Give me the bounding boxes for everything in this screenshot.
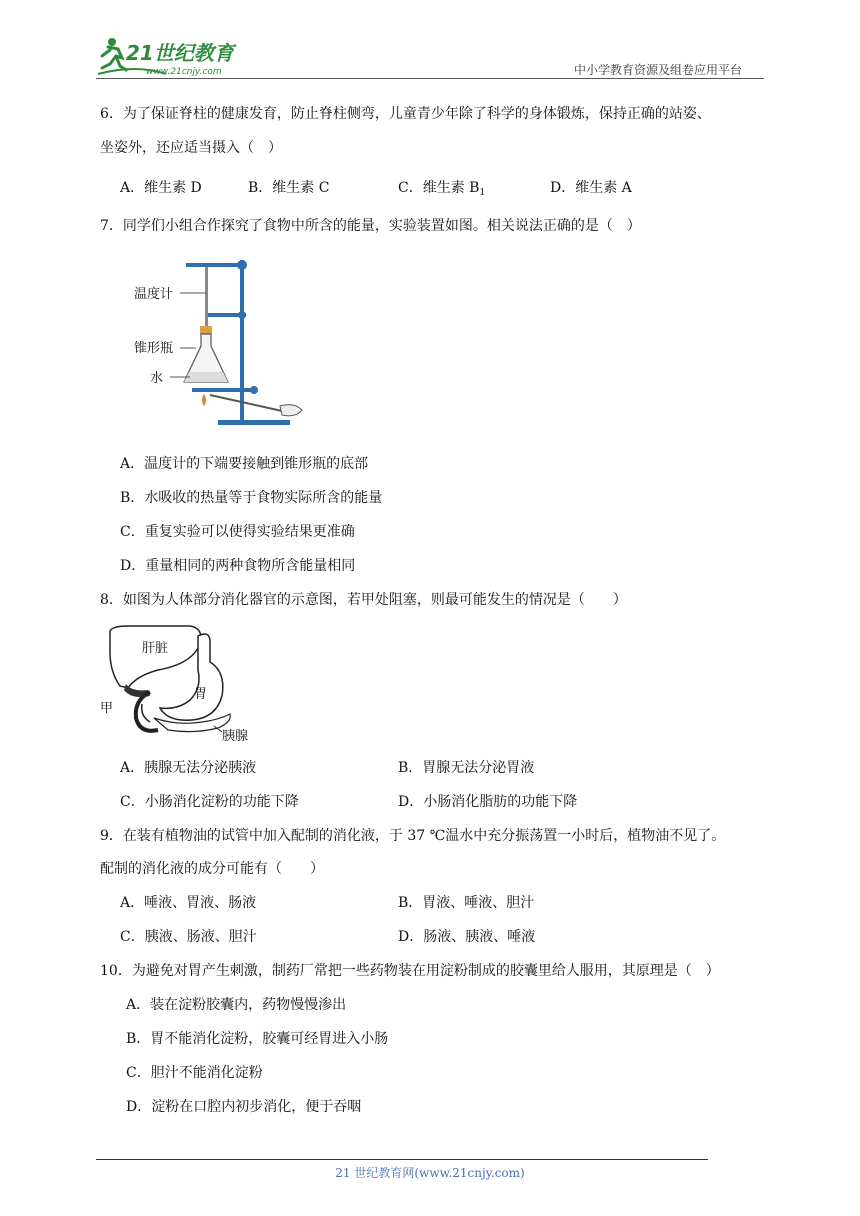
- q10-option-d: D．淀粉在口腔内初步消化，便于吞咽: [126, 1099, 362, 1115]
- q10-option-c: C．胆汁不能消化淀粉: [126, 1065, 263, 1081]
- q6-option-b: B．维生素 C: [248, 180, 330, 196]
- label-stomach: 胃: [194, 687, 208, 702]
- q9-option-d: D．肠液、胰液、唾液: [398, 929, 536, 945]
- label-pancreas: 胰腺: [222, 729, 249, 744]
- logo-url: www.21cnjy.com: [146, 67, 222, 77]
- q9-stem-line2: 配制的消化液的成分可能有（ ）: [100, 861, 324, 877]
- label-thermometer: 温度计: [134, 287, 174, 302]
- label-water: 水: [150, 371, 164, 386]
- q8-option-c: C．小肠消化淀粉的功能下降: [120, 794, 299, 810]
- q10-option-a: A．装在淀粉胶囊内，药物慢慢渗出: [126, 997, 347, 1013]
- q9-stem-line1: 9．在装有植物油的试管中加入配制的消化液，于 37 ℃温水中充分振荡置一小时后，植物油不见了。: [100, 828, 726, 844]
- platform-name: 中小学教育资源及组卷应用平台: [574, 63, 743, 77]
- q6-option-a: A．维生素 D: [120, 180, 202, 196]
- footer-divider: [96, 1159, 708, 1160]
- q6-option-c: C．维生素 $B_1$: [398, 180, 486, 198]
- label-liver: 肝脏: [142, 641, 169, 656]
- q9-option-a: A．唾液、胃液、肠液: [120, 895, 257, 911]
- q6-stem-line1: 6．为了保证脊柱的健康发育，防止脊柱侧弯，儿童青少年除了科学的身体锻炼，保持正确的站姿、: [100, 106, 711, 122]
- q7-option-b: B．水吸收的热量等于食物实际所含的能量: [120, 490, 383, 506]
- q9-option-c: C．胰液、肠液、胆汁: [120, 929, 257, 945]
- q8-option-a: A．胰腺无法分泌胰液: [120, 760, 257, 776]
- q9-option-b: B．胃液、唾液、胆汁: [398, 895, 535, 911]
- header-divider: [96, 78, 764, 79]
- q8-option-d: D．小肠消化脂肪的功能下降: [398, 794, 578, 810]
- logo-text: 21世纪教育: [126, 41, 234, 65]
- q10-stem: 10．为避免对胃产生刺激，制药厂常把一些药物装在用淀粉制成的胶囊里给人服用，其原理是（ ）: [100, 963, 720, 979]
- q7-option-a: A．温度计的下端要接触到锥形瓶的底部: [120, 456, 369, 472]
- q8-stem: 8．如图为人体部分消化器官的示意图，若甲处阻塞，则最可能发生的情况是（ ）: [100, 592, 627, 608]
- q7-option-c: C．重复实验可以使得实验结果更准确: [120, 524, 355, 540]
- site-logo: [96, 34, 266, 80]
- label-jia: 甲: [100, 701, 114, 716]
- q7-option-d: D．重量相同的两种食物所含能量相同: [120, 558, 356, 574]
- q7-stem: 7．同学们小组合作探究了食物中所含的能量，实验装置如图。相关说法正确的是（ ）: [100, 218, 641, 234]
- q8-digestive-figure: [98, 622, 268, 746]
- footer-link[interactable]: 21 世纪教育网(www.21cnjy.com): [335, 1166, 525, 1180]
- q6-stem-line2: 坐姿外，还应适当摄入（ ）: [100, 140, 282, 156]
- q10-option-b: B．胃不能消化淀粉，胶囊可经胃进入小肠: [126, 1031, 389, 1047]
- q7-apparatus-figure: [130, 248, 310, 438]
- q8-option-b: B．胃腺无法分泌胃液: [398, 760, 535, 776]
- label-flask: 锥形瓶: [134, 341, 174, 356]
- q6-option-d: D．维生素 A: [550, 180, 632, 196]
